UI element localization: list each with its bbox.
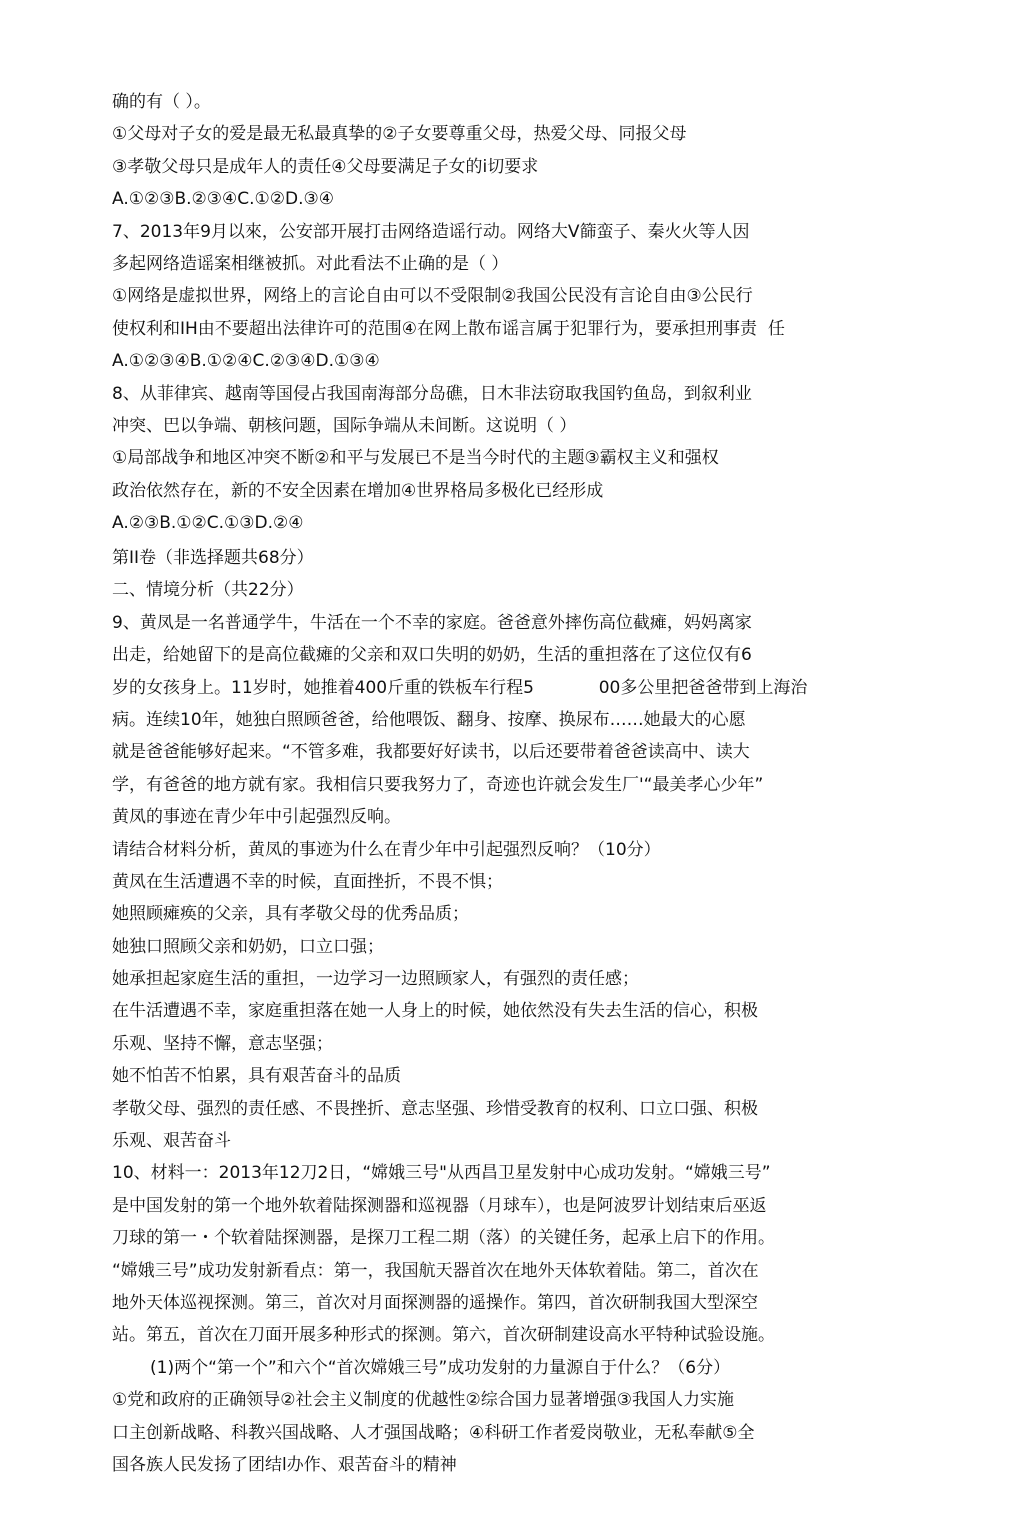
text-line: 多起网络造谣案相继被抓。对此看法不止确的是（ ） xyxy=(112,253,509,274)
text-line: 她照顾瘫痪的父亲，具有孝敬父母的优秀品质； xyxy=(112,904,469,925)
text-line: 7、2013年9月以來，公安部开展打击网络造谣行动。网络大V篩蛮子、秦火火等人因 xyxy=(112,221,750,242)
text-line: A.②③B.①②C.①③D.②④ xyxy=(112,513,304,534)
text-line: 岁的女孩身上。11岁时，她推着400斤重的铁板车行程5 00多公里把爸爸带到上海治 xyxy=(112,677,808,698)
text-line: ③孝敬父母只是成年人的责任④父母要满足子女的i切要求 xyxy=(112,156,539,177)
text-line: 刀球的第一・个软着陆探测器，是探刀工程二期（落）的关键任务，起承上启下的作用。 xyxy=(112,1228,775,1249)
text-line: 政治依然存在，新的不安全因素在增加④世界格局多极化已经形成 xyxy=(112,480,604,501)
text-line: 地外天体巡视探测。第三，首次对月面探测器的遥操作。第四，首次研制我国大型深空 xyxy=(112,1292,758,1313)
text-line: “嫦娥三号”成功发射新看点：第一，我国航天器首次在地外天体软着陆。第二，首次在 xyxy=(112,1260,759,1281)
text-line: 8、从菲律宾、越南等国侵占我国南海部分岛礁，日木非法窃取我国钓鱼岛，到叙利业 xyxy=(112,383,752,404)
text-line: 9、黄凤是一名普通学牛，牛活在一个不幸的家庭。爸爸意外摔伤高位截瘫，妈妈离家 xyxy=(112,612,752,633)
text-line: 是中国发射的第一个地外软着陆探测器和巡视器（月球车），也是阿波罗计划结束后巫返 xyxy=(112,1195,767,1216)
text-line: 黄凤的事迹在青少年中引起强烈反响。 xyxy=(112,807,401,828)
text-line: 确的有（ ）。 xyxy=(112,92,211,112)
text-line: 她不怕苦不怕累，具有艰苦奋斗的品质 xyxy=(112,1066,401,1087)
text-line: ①父母对子女的爱是最无私最真挚的②子女要尊重父母，热爱父母、同报父母 xyxy=(112,124,687,145)
text-line: 国各族人民发扬了团结l办作、艰苦奋斗的精神 xyxy=(112,1454,457,1475)
text-line: ①网络是虚拟世界，网络上的言论自由可以不受限制②我国公民没有言论自由③公民行 xyxy=(112,286,753,307)
text-line: 站。第五，首次在刀面开展多种形式的探测。第六，首次研制建设高水平特种试验设施。 xyxy=(112,1325,775,1346)
text-line: 在牛活遭遇不幸，家庭重担落在她一人身上的时候，她依然没有失去生活的信心，积极 xyxy=(112,1001,758,1022)
section-title: 第II卷（非选择题共68分） xyxy=(112,548,314,568)
text-line: 口主创新战略、科教兴国战略、人才强国战略；④科研工作者爱岗敬业，无私奉献⑤全 xyxy=(112,1422,755,1443)
text-line: A.①②③④B.①②④C.②③④D.①③④ xyxy=(112,351,380,372)
text-line: 病。连续10年，她独白照顾爸爸，给他喂饭、翻身、按摩、换尿布……她最大的心愿 xyxy=(112,709,746,730)
text-line: 她独口照顾父亲和奶奶，口立口强； xyxy=(112,936,384,957)
text-line: 就是爸爸能够好起来。“不管多难，我都要好好读书，以后还要带着爸爸读高中、读大 xyxy=(112,742,750,763)
text-line: A.①②③B.②③④C.①②D.③④ xyxy=(112,189,334,210)
text-line: 乐观、艰苦奋斗 xyxy=(112,1131,231,1152)
section-subtitle: 二、情境分析（共22分） xyxy=(112,580,304,601)
text-line: 学，有爸爸的地方就有家。我相信只要我努力了，奇迹也许就会发生厂'“最美孝心少年” xyxy=(112,774,764,795)
text-line: 她承担起家庭生活的重担，一边学习一边照顾家人，有强烈的责任感； xyxy=(112,969,639,990)
question-block-6-8 xyxy=(112,86,912,539)
text-line: 孝敬父母、强烈的责任感、不畏挫折、意志坚强、珍惜受教育的权利、口立口强、积极 xyxy=(112,1098,758,1119)
text-line: ①局部战争和地区冲突不断②和平与发展已不是当今时代的主题③霸权主义和强权 xyxy=(112,448,719,469)
text-line: 乐观、坚持不懈，意志坚强； xyxy=(112,1033,333,1054)
text-line: ①党和政府的正确领导②社会主义制度的优越性②综合国力显著增强③我国人力实施 xyxy=(112,1390,734,1411)
text-line: 冲突、巴以争端、朝核问题，国际争端从未间断。这说明（ ） xyxy=(112,415,577,436)
text-line: (1)两个“第一个”和六个“首次嫦娥三号”成功发射的力量源自于什么？（6分） xyxy=(150,1357,731,1378)
text-line: 使权利和IH由不要超出法律许可的范围④在网上散布谣言属于犯罪行为，要承担刑事责 任 xyxy=(112,318,785,339)
section-ii-block xyxy=(112,542,912,1481)
text-line: 请结合材料分析，黄凤的事迹为什么在青少年中引起强烈反响？（10分） xyxy=(112,839,661,860)
text-line: 10、材料一：2013年12刀2日，“嫦娥三号"从西昌卫星发射中心成功发射。“嫦娥三号” xyxy=(112,1163,771,1184)
text-line: 黄凤在生活遭遇不幸的时候，直面挫折，不畏不惧； xyxy=(112,871,503,892)
text-line: 出走，给她留下的是高位截瘫的父亲和双口失明的奶奶，生活的重担落在了这位仅有6 xyxy=(112,645,752,666)
